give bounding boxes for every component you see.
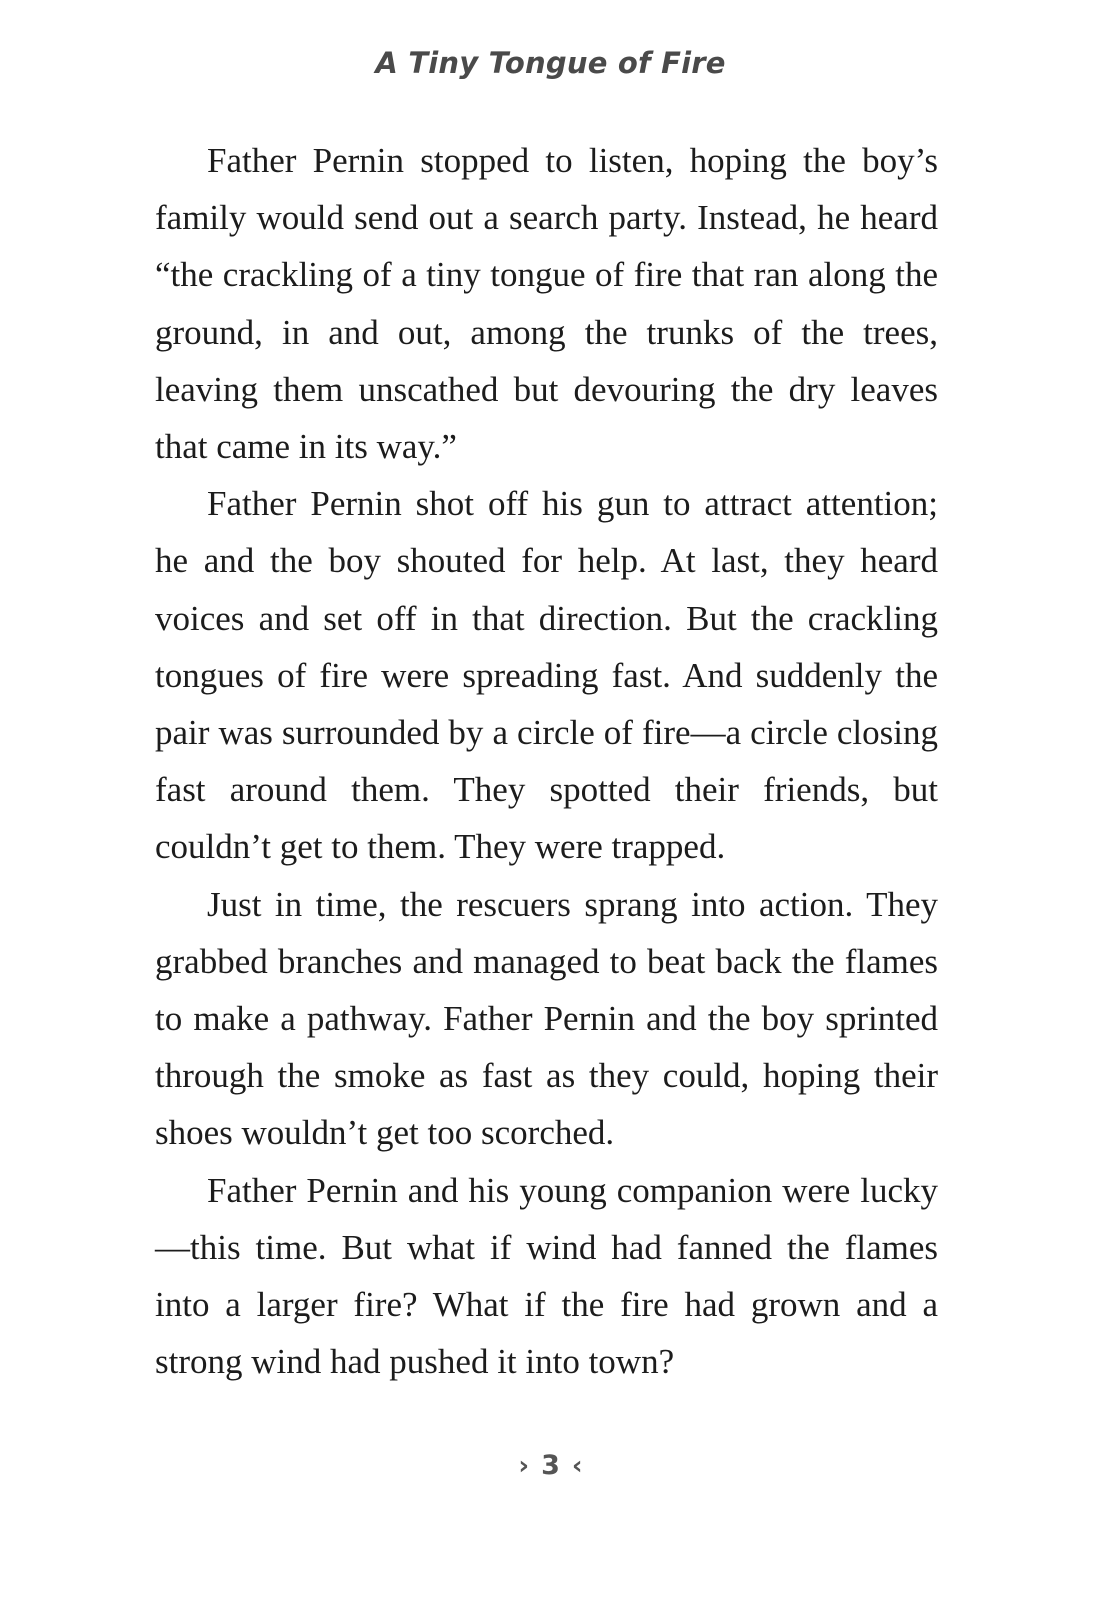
paragraph: Just in time, the rescuers sprang into action. They grabbed branches and managed to beat back the flames to make a pathway. Father Pernin and the boy sprinted through the smoke as fast as they could, hoping their shoes wouldn’t get too scorched. <box>155 884 938 1153</box>
paragraph: Father Pernin and his young companion were lucky—this time. But what if wind had fanned the flames into a larger fire? What if the fire had grown and a strong wind had pushed it into town? <box>155 1170 938 1382</box>
body-text <box>155 132 938 1390</box>
paragraph: Father Pernin shot off his gun to attract attention; he and the boy shouted for help. At last, they heard voices and set off in that direction. But the crackling tongues of fire were spreading fast. And suddenly the pair was surrounded by a circle of fire—a circle closing fast around them. They spotted their friends, but couldn’t get to them. They were trapped. <box>155 484 938 867</box>
folio <box>0 1450 1101 1481</box>
chevron-right-icon: › <box>518 1451 530 1481</box>
page-number: 3 <box>541 1450 560 1481</box>
chevron-left-icon: ‹ <box>571 1451 583 1481</box>
paragraph: Father Pernin stopped to listen, hoping the boy’s family would send out a search party. Instead, he heard “the crackling of a tiny tongue of fire that ran along the ground, in and out, among the trunks of the trees, leaving them unscathed but devouring the dry leaves that came in its way.” <box>155 141 938 467</box>
running-head: A Tiny Tongue of Fire <box>375 46 726 80</box>
